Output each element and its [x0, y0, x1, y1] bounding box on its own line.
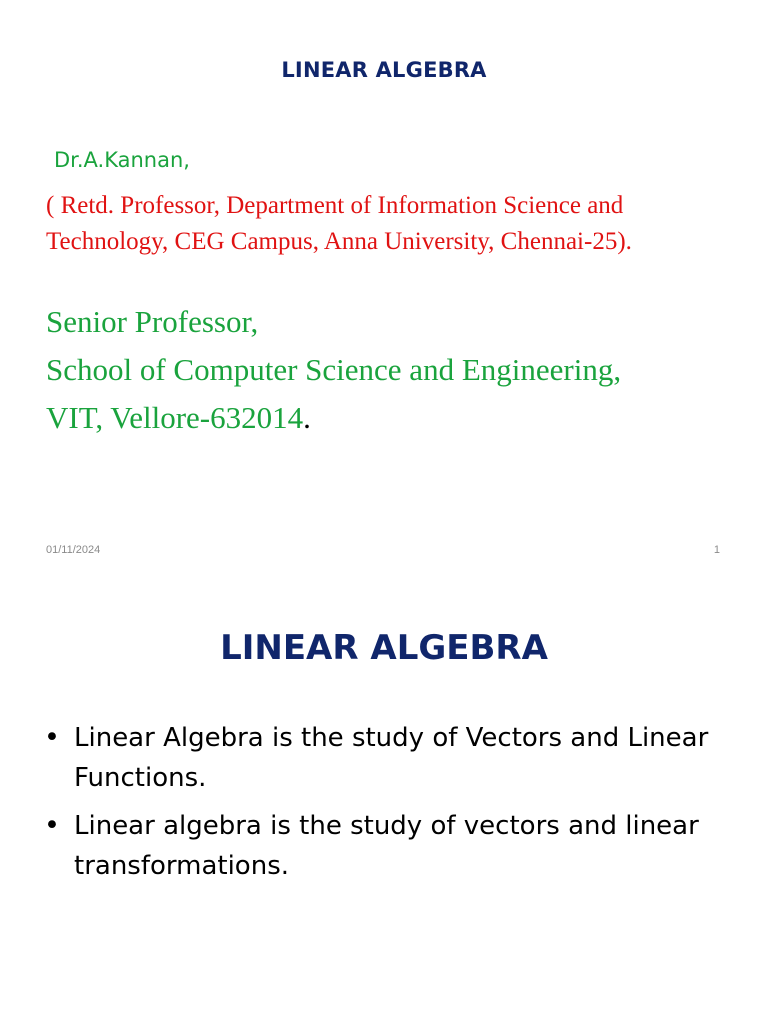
role-text: VIT, Vellore-632014: [46, 400, 304, 435]
slide-page-number: 1: [713, 544, 720, 556]
bullet-text: Linear algebra is the study of vectors and linear transformations.: [74, 811, 699, 881]
bullet-marker: •: [44, 810, 60, 841]
author-role-title: [46, 304, 258, 340]
bullet-marker: •: [44, 722, 60, 753]
author-name: Dr.A.Kannan,: [54, 148, 190, 172]
bullet-list: [44, 718, 724, 894]
slide-title: LINEAR ALGEBRA: [220, 628, 548, 668]
bullet-text: Linear Algebra is the study of Vectors and Linear Functions.: [74, 723, 709, 793]
slide-2: [0, 576, 768, 1024]
trailing-period: .: [303, 400, 311, 435]
author-role-institution: [46, 400, 311, 436]
bullet-item: [44, 806, 724, 886]
role-text: School of Computer Science and Engineering,: [46, 352, 622, 387]
author-role-school: [46, 352, 621, 388]
slide-title: LINEAR ALGEBRA: [281, 58, 487, 82]
author-affiliation: ( Retd. Professor, Department of Information Science and Technology, CEG Campus, Anna University, Chennai-25).: [46, 192, 632, 255]
bullet-item: [44, 718, 724, 798]
slide-date: 01/11/2024: [46, 544, 101, 556]
role-text: Senior Professor,: [46, 304, 259, 339]
